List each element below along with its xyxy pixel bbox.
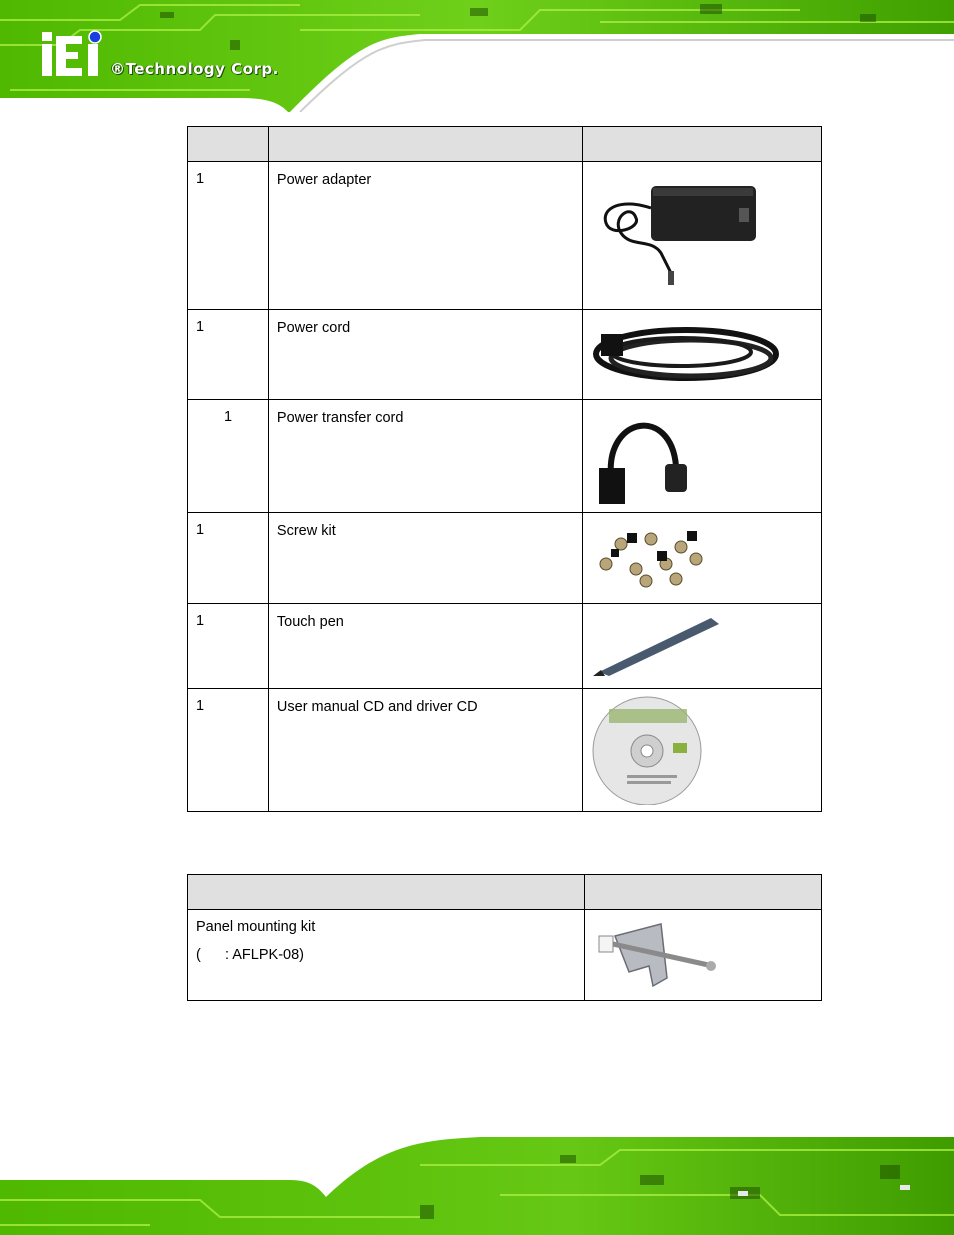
quantity-cell: 1 — [188, 400, 269, 513]
item-model: ( : AFLPK-08) — [196, 947, 304, 963]
power-cord-image — [583, 310, 822, 400]
item-label: Panel mounting kit — [196, 919, 316, 935]
panel-mounting-kit-image — [585, 910, 822, 1001]
table-header-row — [188, 875, 822, 910]
pcb-footer-graphic — [0, 1125, 954, 1235]
table-row — [188, 910, 822, 1001]
table-row — [188, 400, 822, 513]
table-row — [188, 689, 822, 812]
package-contents-table — [187, 126, 822, 812]
item-cell: Screw kit — [268, 513, 582, 604]
table-row — [188, 310, 822, 400]
item-cell: Touch pen — [268, 604, 582, 689]
quantity-cell: 1 — [188, 310, 269, 400]
item-cell: Power transfer cord — [268, 400, 582, 513]
table-row — [188, 604, 822, 689]
brand-name: ®Technology Corp. — [110, 60, 279, 78]
page-footer — [0, 1125, 954, 1235]
screw-kit-image — [583, 513, 822, 604]
item-cell — [188, 910, 585, 1001]
power-transfer-cord-image — [583, 400, 822, 513]
quantity-cell: 1 — [188, 162, 269, 310]
cd-image — [583, 689, 822, 812]
quantity-cell: 1 — [188, 604, 269, 689]
power-adapter-image — [583, 162, 822, 310]
item-cell: Power cord — [268, 310, 582, 400]
header-image — [583, 127, 822, 162]
header-item — [268, 127, 582, 162]
quantity-cell: 1 — [188, 689, 269, 812]
header-item — [188, 875, 585, 910]
quantity-cell: 1 — [188, 513, 269, 604]
item-cell: Power adapter — [268, 162, 582, 310]
table-row — [188, 513, 822, 604]
page-header — [0, 0, 954, 112]
optional-items-table — [187, 874, 822, 1001]
pcb-header-graphic — [0, 0, 954, 112]
table-header-row — [188, 127, 822, 162]
touch-pen-image — [583, 604, 822, 689]
header-quantity — [188, 127, 269, 162]
company-logo — [40, 30, 110, 80]
item-cell: User manual CD and driver CD — [268, 689, 582, 812]
header-image — [585, 875, 822, 910]
table-row — [188, 162, 822, 310]
